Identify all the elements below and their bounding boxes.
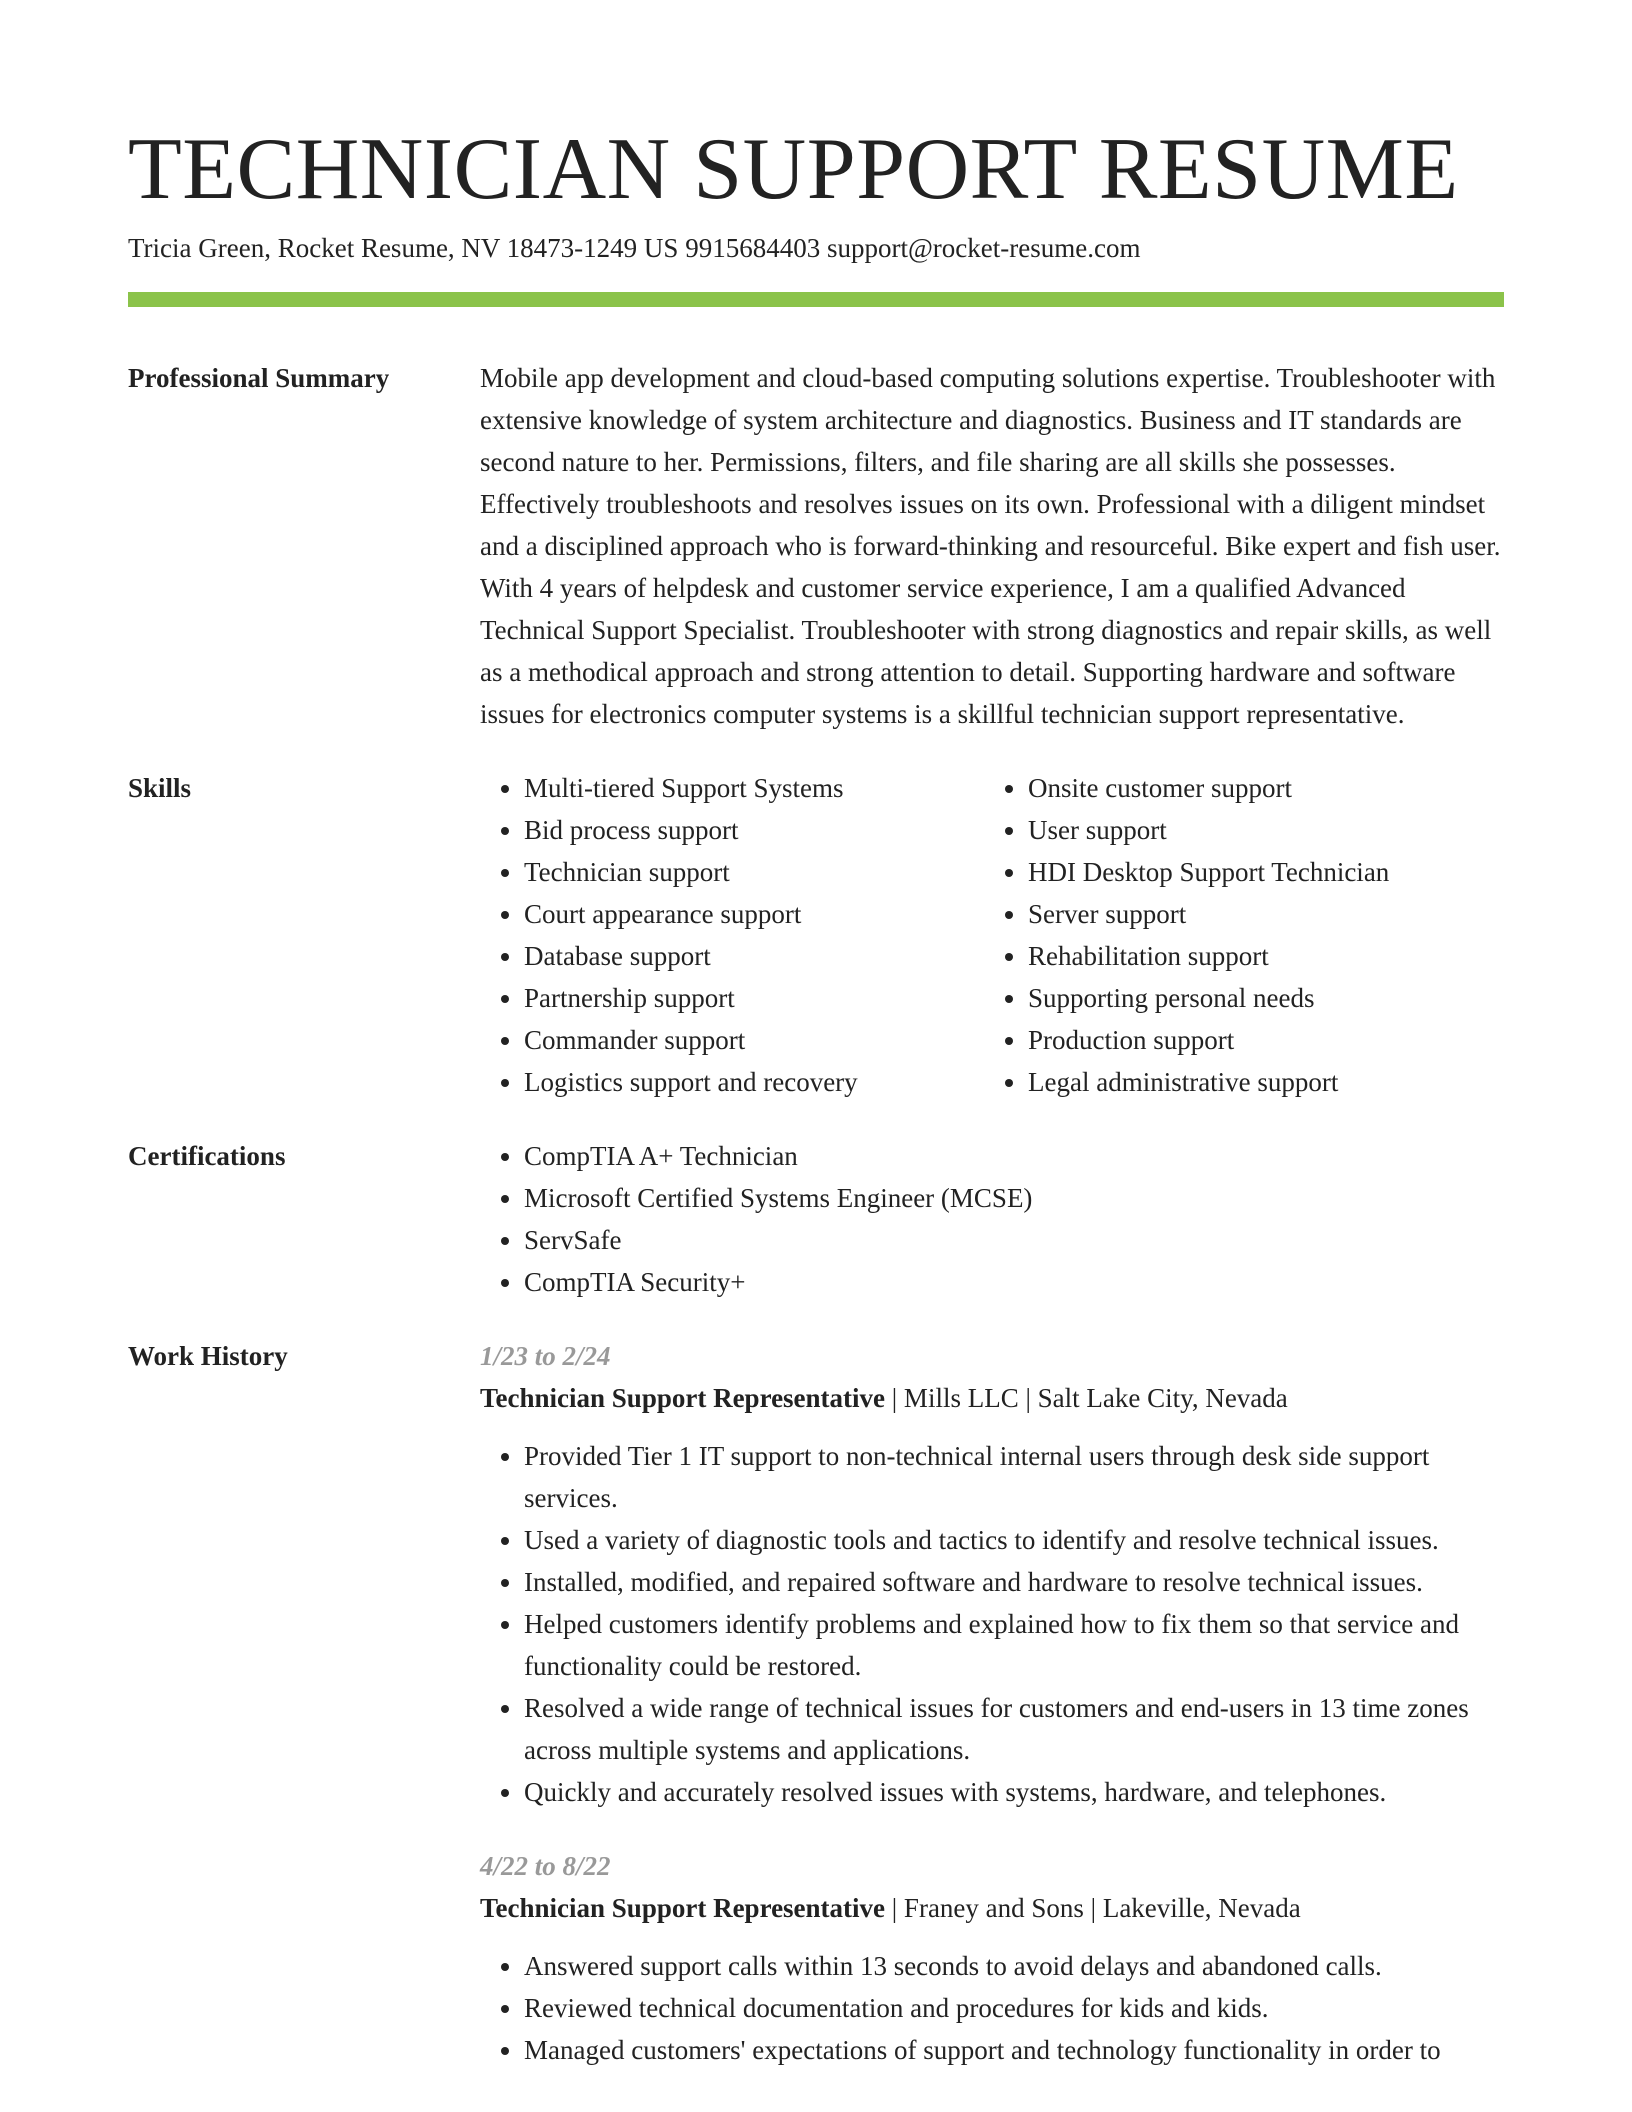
skills-list-left bbox=[480, 767, 984, 1103]
skill-item: • Commander support bbox=[524, 1019, 984, 1061]
job-bullet: • Provided Tier 1 IT support to non-technical internal users through desk side support services. bbox=[524, 1435, 1504, 1519]
skill-item: • Production support bbox=[1028, 1019, 1504, 1061]
job-role: Technician Support Representative bbox=[480, 1893, 886, 1923]
skill-item: • User support bbox=[1028, 809, 1504, 851]
skill-item: • Legal administrative support bbox=[1028, 1061, 1504, 1103]
certification-item: • ServSafe bbox=[524, 1219, 1504, 1261]
job-bullet: • Quickly and accurately resolved issues with systems, hardware, and telephones. bbox=[524, 1771, 1504, 1813]
job-heading bbox=[480, 1377, 1504, 1419]
certification-item: • CompTIA A+ Technician bbox=[524, 1135, 1504, 1177]
skill-item: • Technician support bbox=[524, 851, 984, 893]
job-company-location: | Franey and Sons | Lakeville, Nevada bbox=[885, 1893, 1301, 1923]
summary-text: Mobile app development and cloud-based computing solutions expertise. Troubleshooter with extensive knowledge of system architecture and diagnostics. Business and IT standards are second nature to her. Permissions, filters, and file sharing are all skills she possesses. Effectively troubleshoots and resolves issues on its own. Professional with a diligent mindset and a disciplined approach who is forward-thinking and resourceful. Bike expert and fish user. With 4 years of helpdesk and customer service experience, I am a qualified Advanced Technical Support Specialist. Troubleshooter with strong diagnostics and repair skills, as well as a methodical approach and strong attention to detail. Supporting hardware and software issues for electronics computer systems is a skillful technician support representative. bbox=[480, 363, 1501, 729]
work-history-section bbox=[128, 1335, 1504, 2071]
job-entry bbox=[480, 1845, 1504, 2071]
job-bullets bbox=[480, 1435, 1504, 1813]
certification-item: • CompTIA Security+ bbox=[524, 1261, 1504, 1303]
skills-list-right bbox=[984, 767, 1504, 1103]
job-role: Technician Support Representative bbox=[480, 1383, 886, 1413]
resume-title: TECHNICIAN SUPPORT RESUME bbox=[128, 121, 1459, 218]
skill-item: • Multi-tiered Support Systems bbox=[524, 767, 984, 809]
job-dates: 1/23 to 2/24 bbox=[480, 1341, 611, 1371]
job-bullets bbox=[480, 1945, 1504, 2071]
certifications-section bbox=[128, 1135, 1504, 1303]
accent-divider bbox=[128, 292, 1504, 307]
job-company-location: | Mills LLC | Salt Lake City, Nevada bbox=[885, 1383, 1288, 1413]
job-bullet: • Resolved a wide range of technical issues for customers and end-users in 13 time zones across multiple systems and applications. bbox=[524, 1687, 1504, 1771]
skill-item: • Onsite customer support bbox=[1028, 767, 1504, 809]
skill-item: • Partnership support bbox=[524, 977, 984, 1019]
job-bullet: • Used a variety of diagnostic tools and tactics to identify and resolve technical issues. bbox=[524, 1519, 1504, 1561]
skill-item: • Bid process support bbox=[524, 809, 984, 851]
certifications-label: Certifications bbox=[128, 1141, 286, 1171]
job-bullet: • Reviewed technical documentation and procedures for kids and kids. bbox=[524, 1987, 1504, 2029]
skill-item: • Database support bbox=[524, 935, 984, 977]
contact-line: Tricia Green, Rocket Resume, NV 18473-1249 US 9915684403 support@rocket-resume.com bbox=[128, 233, 1141, 263]
job-dates: 4/22 to 8/22 bbox=[480, 1851, 611, 1881]
job-bullet: • Answered support calls within 13 seconds to avoid delays and abandoned calls. bbox=[524, 1945, 1504, 1987]
skills-section bbox=[128, 767, 1504, 1103]
work-history-label: Work History bbox=[128, 1341, 288, 1371]
skill-item: • Supporting personal needs bbox=[1028, 977, 1504, 1019]
job-bullet: • Managed customers' expectations of support and technology functionality in order to bbox=[524, 2029, 1504, 2071]
job-entry bbox=[480, 1335, 1504, 1813]
job-bullet: • Installed, modified, and repaired software and hardware to resolve technical issues. bbox=[524, 1561, 1504, 1603]
skills-label: Skills bbox=[128, 773, 192, 803]
job-bullet: • Helped customers identify problems and explained how to fix them so that service and functionality could be restored. bbox=[524, 1603, 1504, 1687]
certification-item: • Microsoft Certified Systems Engineer (MCSE) bbox=[524, 1177, 1504, 1219]
certifications-list bbox=[480, 1135, 1504, 1303]
skill-item: • Rehabilitation support bbox=[1028, 935, 1504, 977]
skill-item: • HDI Desktop Support Technician bbox=[1028, 851, 1504, 893]
summary-label: Professional Summary bbox=[128, 363, 390, 393]
job-heading bbox=[480, 1887, 1504, 1929]
resume-page bbox=[128, 120, 1504, 2071]
skill-item: • Logistics support and recovery bbox=[524, 1061, 984, 1103]
summary-section bbox=[128, 357, 1504, 735]
skill-item: • Court appearance support bbox=[524, 893, 984, 935]
skill-item: • Server support bbox=[1028, 893, 1504, 935]
